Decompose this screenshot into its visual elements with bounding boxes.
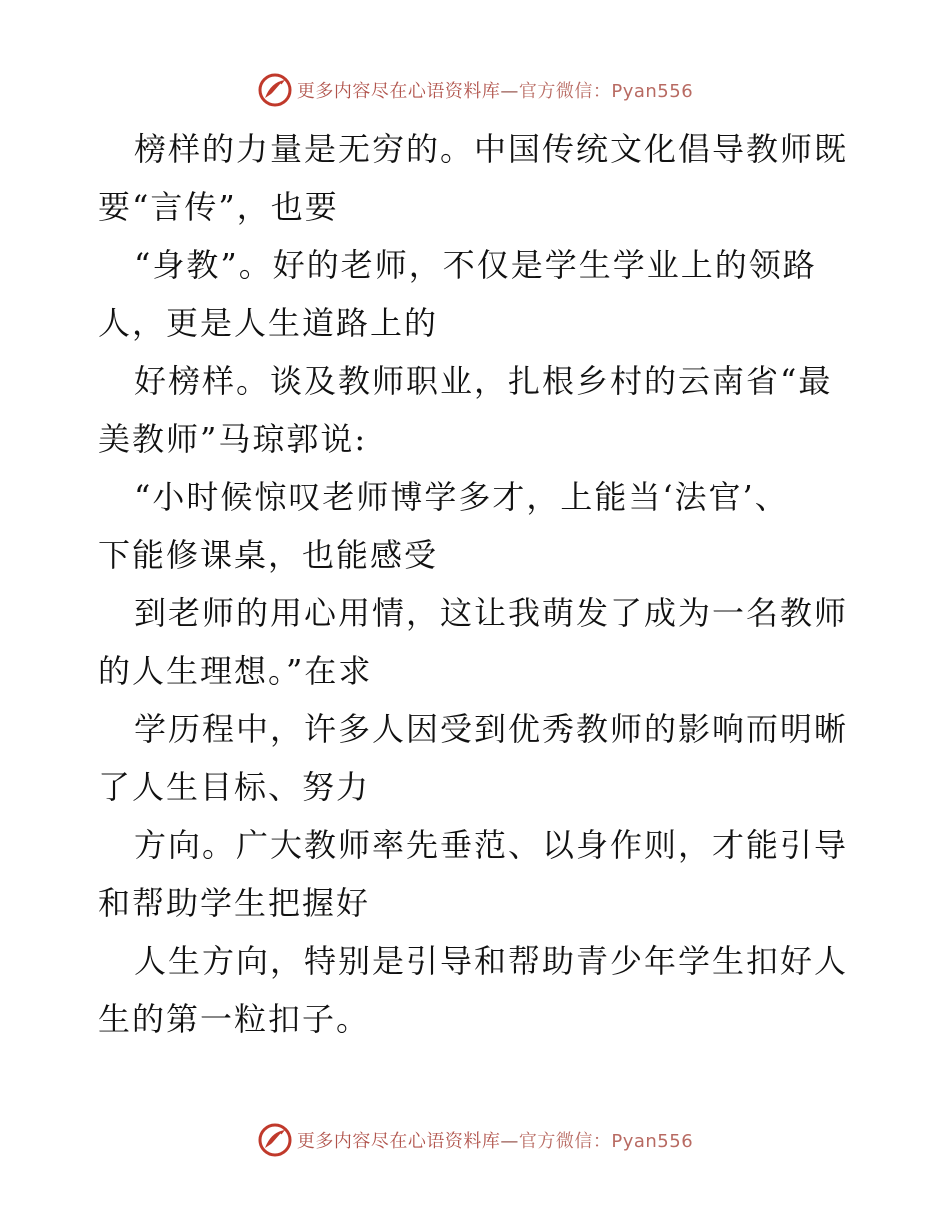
body-line-10: 的人生理想。”在求 — [98, 652, 373, 690]
body-line-9: 到老师的用心用情，这让我萌发了成为一名教师 — [134, 594, 849, 632]
footer-account-label: 官方微信： — [518, 1131, 612, 1152]
footer-brand: 更多内容尽在心语资料库 — [296, 1131, 501, 1152]
body-line-6: 美教师”马琼郭说: — [98, 420, 368, 458]
header-banner-text — [297, 77, 693, 103]
body-line-14: 和帮助学生把握好 — [98, 884, 371, 922]
brand-logo-icon — [257, 72, 293, 108]
brand-logo-icon — [257, 1122, 293, 1158]
footer-banner — [0, 1120, 950, 1160]
body-line-1: 榜样的力量是无穷的。中国传统文化倡导教师既 — [134, 130, 849, 168]
body-line-8: 下能修课桌，也能感受 — [98, 536, 439, 574]
header-account-label: 官方微信： — [518, 81, 612, 102]
footer-account-id: Pyan556 — [611, 1131, 694, 1152]
footer-banner-text — [297, 1127, 693, 1153]
body-line-11: 学历程中，许多人因受到优秀教师的影响而明晰 — [134, 710, 849, 748]
header-separator: — — [500, 81, 519, 102]
footer-separator: — — [500, 1131, 519, 1152]
body-line-15: 人生方向，特别是引导和帮助青少年学生扣好人 — [134, 942, 849, 980]
body-line-16: 生的第一粒扣子。 — [98, 1000, 371, 1038]
body-line-13: 方向。广大教师率先垂范、以身作则，才能引导 — [134, 826, 849, 864]
body-line-3: “身教”。好的老师，不仅是学生学业上的领路 — [134, 246, 817, 284]
body-line-12: 了人生目标、努力 — [98, 768, 371, 806]
body-line-7: “小时候惊叹老师博学多才，上能当‘法官’、 — [134, 478, 789, 516]
header-account-id: Pyan556 — [611, 81, 694, 102]
body-line-2: 要“言传”，也要 — [98, 188, 339, 226]
body-line-4: 人，更是人生道路上的 — [98, 304, 439, 342]
body-line-5: 好榜样。谈及教师职业，扎根乡村的云南省“最 — [134, 362, 833, 400]
header-banner — [0, 70, 950, 110]
header-brand: 更多内容尽在心语资料库 — [296, 81, 501, 102]
document-body — [98, 120, 858, 1048]
